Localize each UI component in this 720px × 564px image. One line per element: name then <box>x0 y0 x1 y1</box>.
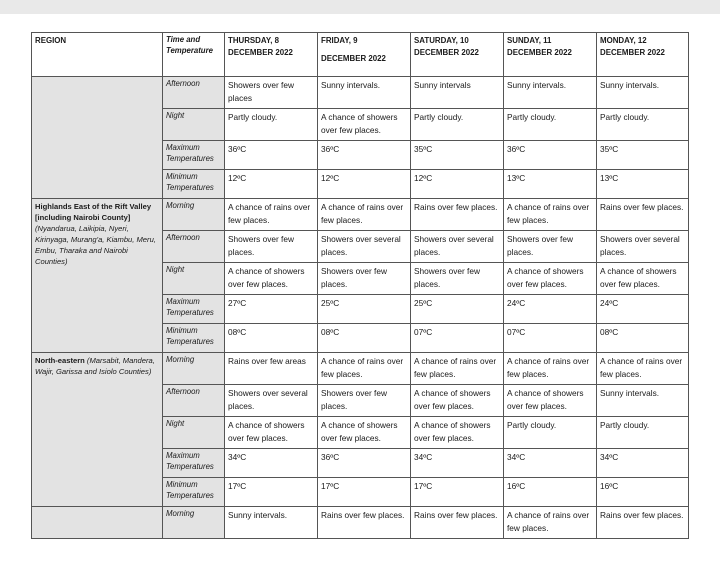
temperature-cell: 16ºC <box>597 478 689 507</box>
region-name: North-eastern <box>35 356 85 365</box>
temperature-cell: 36ºC <box>318 141 411 170</box>
temperature-cell: 16ºC <box>504 478 597 507</box>
period-label-max-temperature: Maximum Temperatures <box>163 295 225 324</box>
forecast-cell: A chance of rains over few places. <box>225 199 318 231</box>
period-label-min-temperature: Minimum Temperatures <box>163 170 225 199</box>
period-label-night: Night <box>163 109 225 141</box>
temperature-cell: 07ºC <box>411 324 504 353</box>
forecast-cell: Rains over few places. <box>597 507 689 539</box>
forecast-cell: A chance of showers over few places. <box>225 417 318 449</box>
temperature-cell: 35ºC <box>597 141 689 170</box>
forecast-cell: Showers over few places <box>225 77 318 109</box>
temperature-cell: 36ºC <box>318 449 411 478</box>
temperature-cell: 12ºC <box>411 170 504 199</box>
time-temperature-column-header: Time and Temperature <box>163 33 225 77</box>
forecast-cell: A chance of rains over few places. <box>504 199 597 231</box>
region-cell <box>32 353 163 507</box>
forecast-cell: A chance of rains over few places. <box>318 353 411 385</box>
forecast-cell: Showers over few places. <box>225 231 318 263</box>
day-header-saturday: SATURDAY, 10 DECEMBER 2022 <box>411 33 504 77</box>
forecast-cell: Rains over few areas <box>225 353 318 385</box>
region-column-header: REGION <box>32 33 163 77</box>
temperature-cell: 17ºC <box>411 478 504 507</box>
forecast-cell: Rains over few places. <box>411 507 504 539</box>
region-name: Highlands East of the Rift Valley [including Nairobi County] <box>35 202 152 222</box>
forecast-cell: Showers over few places. <box>504 231 597 263</box>
temperature-cell: 25ºC <box>318 295 411 324</box>
period-label-morning: Morning <box>163 353 225 385</box>
forecast-cell: Showers over few places. <box>318 385 411 417</box>
table-row <box>32 77 689 109</box>
forecast-cell: Sunny intervals. <box>504 77 597 109</box>
forecast-cell: Partly cloudy. <box>411 109 504 141</box>
forecast-cell: Sunny intervals <box>411 77 504 109</box>
temperature-cell: 13ºC <box>504 170 597 199</box>
period-label-max-temperature: Maximum Temperatures <box>163 449 225 478</box>
temperature-cell: 36ºC <box>225 141 318 170</box>
forecast-cell: A chance of showers over few places. <box>504 263 597 295</box>
day-header-sunday: SUNDAY, 11 DECEMBER 2022 <box>504 33 597 77</box>
forecast-cell: Showers over several places. <box>318 231 411 263</box>
period-label-afternoon: Afternoon <box>163 231 225 263</box>
table-row <box>32 507 689 539</box>
temperature-cell: 08ºC <box>318 324 411 353</box>
temperature-cell: 25ºC <box>411 295 504 324</box>
forecast-cell: A chance of rains over few places. <box>504 353 597 385</box>
forecast-cell: Sunny intervals. <box>597 385 689 417</box>
temperature-cell: 12ºC <box>225 170 318 199</box>
temperature-cell: 36ºC <box>504 141 597 170</box>
forecast-cell: A chance of rains over few places. <box>504 507 597 539</box>
forecast-cell: A chance of showers over few places. <box>504 385 597 417</box>
forecast-cell: Partly cloudy. <box>225 109 318 141</box>
temperature-cell: 07ºC <box>504 324 597 353</box>
temperature-cell: 17ºC <box>318 478 411 507</box>
period-label-min-temperature: Minimum Temperatures <box>163 478 225 507</box>
region-cell <box>32 77 163 199</box>
temperature-cell: 08ºC <box>597 324 689 353</box>
temperature-cell: 08ºC <box>225 324 318 353</box>
temperature-cell: 34ºC <box>597 449 689 478</box>
forecast-cell: Partly cloudy. <box>504 109 597 141</box>
temperature-cell: 35ºC <box>411 141 504 170</box>
day-header-monday: MONDAY, 12 DECEMBER 2022 <box>597 33 689 77</box>
temperature-cell: 13ºC <box>597 170 689 199</box>
forecast-cell: A chance of showers over few places. <box>411 417 504 449</box>
temperature-cell: 27ºC <box>225 295 318 324</box>
forecast-cell: A chance of rains over few places. <box>597 353 689 385</box>
period-label-afternoon: Afternoon <box>163 77 225 109</box>
forecast-cell: A chance of rains over few places. <box>318 199 411 231</box>
period-label-max-temperature: Maximum Temperatures <box>163 141 225 170</box>
forecast-cell: Rains over few places. <box>597 199 689 231</box>
forecast-cell: Showers over several places. <box>597 231 689 263</box>
region-counties: (Marsabit, Mandera, Wajir, Garissa and Isiolo Counties) <box>35 356 155 376</box>
period-label-morning: Morning <box>163 507 225 539</box>
forecast-cell: Showers over several places. <box>411 231 504 263</box>
temperature-cell: 34ºC <box>411 449 504 478</box>
table-row <box>32 353 689 385</box>
period-label-night: Night <box>163 263 225 295</box>
temperature-cell: 12ºC <box>318 170 411 199</box>
forecast-cell: A chance of showers over few places. <box>411 385 504 417</box>
forecast-cell: Showers over several places. <box>225 385 318 417</box>
forecast-cell: Showers over few places. <box>318 263 411 295</box>
top-border-strip <box>0 0 720 14</box>
forecast-cell: Sunny intervals. <box>318 77 411 109</box>
forecast-cell: Rains over few places. <box>411 199 504 231</box>
forecast-cell: A chance of showers over few places. <box>597 263 689 295</box>
temperature-cell: 17ºC <box>225 478 318 507</box>
temperature-cell: 24ºC <box>597 295 689 324</box>
region-cell <box>32 199 163 353</box>
forecast-cell: A chance of showers over few places. <box>225 263 318 295</box>
day-header-friday: FRIDAY, 9 DECEMBER 2022 <box>318 33 411 77</box>
forecast-cell: A chance of rains over few places. <box>411 353 504 385</box>
period-label-morning: Morning <box>163 199 225 231</box>
period-label-night: Night <box>163 417 225 449</box>
forecast-cell: Partly cloudy. <box>597 417 689 449</box>
temperature-cell: 24ºC <box>504 295 597 324</box>
forecast-cell: Sunny intervals. <box>597 77 689 109</box>
temperature-cell: 34ºC <box>504 449 597 478</box>
forecast-cell: A chance of showers over few places. <box>318 109 411 141</box>
forecast-cell: Rains over few places. <box>318 507 411 539</box>
forecast-cell: Partly cloudy. <box>504 417 597 449</box>
period-label-min-temperature: Minimum Temperatures <box>163 324 225 353</box>
weather-forecast-table <box>31 32 689 539</box>
period-label-afternoon: Afternoon <box>163 385 225 417</box>
table-row <box>32 199 689 231</box>
forecast-cell: A chance of showers over few places. <box>318 417 411 449</box>
forecast-cell: Partly cloudy. <box>597 109 689 141</box>
temperature-cell: 34ºC <box>225 449 318 478</box>
header-row <box>32 33 689 77</box>
day-header-thursday: THURSDAY, 8 DECEMBER 2022 <box>225 33 318 77</box>
forecast-cell: Sunny intervals. <box>225 507 318 539</box>
region-cell <box>32 507 163 539</box>
forecast-cell: Showers over few places. <box>411 263 504 295</box>
region-counties: (Nyandarua, Laikipia, Nyeri, Kirinyaga, Murang'a, Kiambu, Meru, Embu, Tharaka and Nairobi Counties) <box>35 224 156 266</box>
